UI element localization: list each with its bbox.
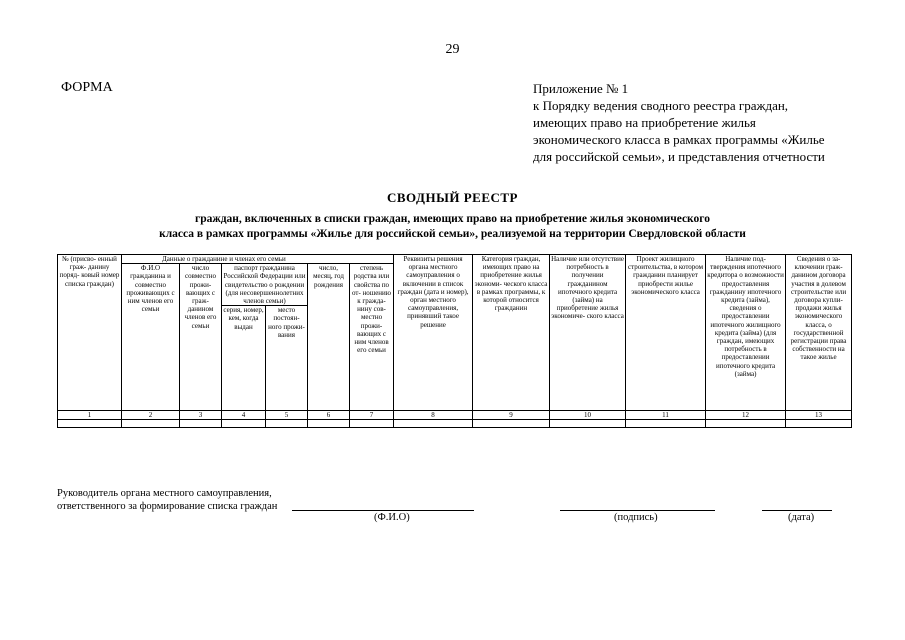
column-number: 6	[308, 411, 350, 420]
document-subtitle-line2: класса в рамках программы «Жилье для российской семьи», реализуемой на территории Свердловской области	[159, 228, 746, 240]
column-number: 8	[394, 411, 473, 420]
empty-data-row	[58, 420, 852, 428]
header-mortgage-confirmation: Наличие под- тверждения ипотечного кредитора о возможности предоставления гражданину ипотечного кредита (займа), сведения о предоставлении ипотечного жилищного кредита (займа) (для граждан, имеющих потребность в предоставлении ипотечного кредита (займа)	[706, 255, 786, 411]
signature-label-line1: Руководитель органа местного самоуправления,	[57, 488, 272, 499]
header-mortgage-need: Наличие или отсутствие потребность в получении гражданином ипотечного кредита (займа) на приобретение жилья экономиче- ского класса	[550, 255, 626, 411]
column-number: 4	[222, 411, 266, 420]
registry-table	[57, 254, 852, 428]
column-number: 13	[786, 411, 852, 420]
header-family-data: Данные о гражданине и членах его семьи	[122, 255, 394, 264]
appendix-line: имеющих право на приобретение жилья	[533, 115, 756, 130]
header-contract: Сведения о за- ключении граж- данином договора участия в долевом строительстве или договора купли- продажи жилья экономического класса, о государственной регистрации права собственности на такое жилье	[786, 255, 852, 411]
fio-caption: (Ф.И.О)	[374, 512, 410, 523]
header-kinship: степень родства или свойства по от- ношению к гражда- нину сов- местно прожи- вающих с ним членов его семьи	[350, 264, 394, 411]
appendix-line: для российской семьи», и представления отчетности	[533, 149, 825, 164]
appendix-block	[533, 80, 825, 165]
appendix-line: Приложение № 1	[533, 81, 629, 96]
form-label: ФОРМА	[61, 80, 113, 95]
column-number: 7	[350, 411, 394, 420]
column-number: 1	[58, 411, 122, 420]
document-subtitle-line1: граждан, включенных в списки граждан, имеющих право на приобретение жилья экономического	[195, 213, 710, 225]
signature-label-line2: ответственного за формирование списка граждан	[57, 501, 278, 512]
header-passport-series: серия, номер, кем, когда выдан	[222, 306, 266, 411]
signature-caption: (подпись)	[614, 512, 658, 523]
column-number: 11	[626, 411, 706, 420]
column-number: 10	[550, 411, 626, 420]
date-line	[762, 510, 832, 511]
fio-line	[292, 510, 474, 511]
appendix-line: экономического класса в рамках программы «Жилье	[533, 132, 825, 147]
header-number: № (присво- енный граж- данину поряд- ковый номер списка граждан)	[58, 255, 122, 411]
header-decision: Реквизиты решения органа местного самоуправления о включении в список граждан (дата и номер), орган местного самоуправления, принявший такое решение	[394, 255, 473, 411]
column-number: 9	[473, 411, 550, 420]
column-numbers-row	[58, 411, 852, 420]
date-caption: (дата)	[788, 512, 815, 523]
header-residence: место постоян- ного прожи- вания	[266, 306, 308, 411]
header-fio: Ф.И.О гражданина и совместно проживающих с ним членов его семьи	[122, 264, 180, 411]
signature-label	[57, 487, 277, 513]
column-number: 3	[180, 411, 222, 420]
header-category: Категория граждан, имеющих право на приобретение жилья экономи- ческого класса в рамках программы, к которой относится гражданин	[473, 255, 550, 411]
header-family-count: число совместно прожи- вающих с граж- данином членов его семьи	[180, 264, 222, 411]
document-title: СВОДНЫЙ РЕЕСТР	[387, 190, 518, 205]
signature-line	[560, 510, 715, 511]
header-project: Проект жилищного строительства, в котором гражданин планирует приобрести жилье экономического класса	[626, 255, 706, 411]
header-birth-date: число, месяц, год рождения	[308, 264, 350, 411]
header-passport: паспорт гражданина Российской Федерации или свидетельство о рождении (для несовершеннолетних членов семьи)	[223, 264, 306, 306]
page-number: 29	[445, 42, 460, 57]
appendix-line: к Порядку ведения сводного реестра граждан,	[533, 98, 789, 113]
column-number: 5	[266, 411, 308, 420]
column-number: 12	[706, 411, 786, 420]
title-block	[0, 190, 905, 242]
column-number: 2	[122, 411, 180, 420]
